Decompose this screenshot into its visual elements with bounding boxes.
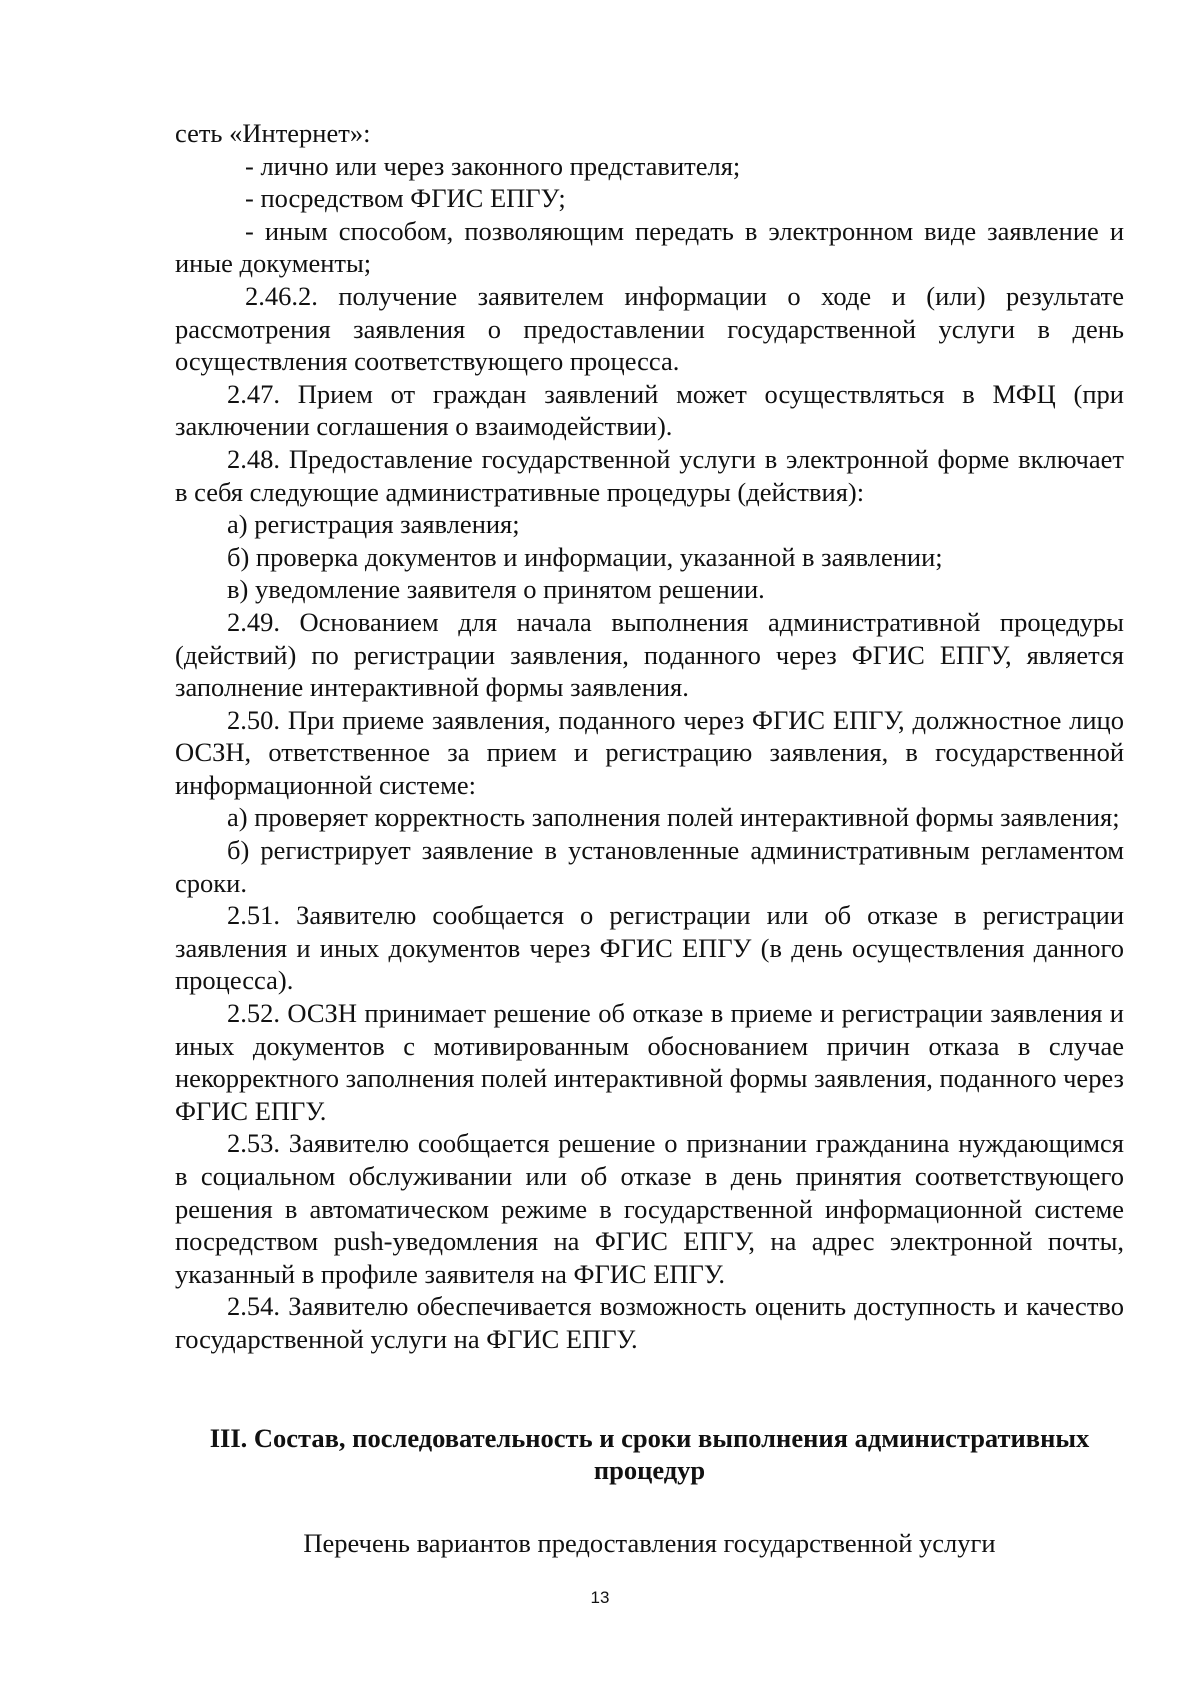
paragraph-internet: сеть «Интернет»: (175, 118, 371, 148)
list-item-a-registration: а) регистрация заявления; (227, 509, 520, 540)
list-item-personal: - лично или через законного представителя; (245, 150, 741, 181)
paragraph-2-49: 2.49. Основанием для начала выполнения административной процедуры (действий) по регистрации заявления, поданного через ФГИС ЕПГУ, является заполнение интерактивной формы заявления. (175, 606, 1124, 703)
paragraph-2-46-2: 2.46.2. получение заявителем информации о ходе и (или) результате рассмотрения заявления о предоставлении государственной услуги в день осуществления соответствующего процесса. (175, 280, 1124, 377)
list-item-b-check: б) проверка документов и информации, указанной в заявлении; (227, 541, 943, 572)
paragraph-2-50: 2.50. При приеме заявления, поданного через ФГИС ЕПГУ, должностное лицо ОСЗН, ответственное за прием и регистрацию заявления, в государственной информационной системе: (175, 704, 1124, 800)
page-number: 13 (590, 1588, 610, 1607)
list-item-v-notify: в) уведомление заявителя о принятом решении. (227, 574, 765, 605)
paragraph-2-47: 2.47. Прием от граждан заявлений может осуществляться в МФЦ (при заключении соглашения о взаимодействии). (175, 378, 1124, 442)
paragraph-2-53: 2.53. Заявителю сообщается решение о признании гражданина нуждающимся в социальном обслуживании или об отказе в день принятия соответствующего решения в автоматическом режиме в государственной информационной системе посредством push-уведомления на ФГИС ЕПГУ, на адрес электронной почты, указанный в профиле заявителя на ФГИС ЕПГУ. (175, 1128, 1124, 1289)
subsection-heading: Перечень вариантов предоставления государственной услуги (303, 1528, 996, 1558)
paragraph-2-52: 2.52. ОСЗН принимает решение об отказе в приеме и регистрации заявления и иных документов с мотивированным обоснованием причин отказа в случае некорректного заполнения полей интерактивной формы заявления, поданного через ФГИС ЕПГУ. (175, 998, 1124, 1126)
paragraph-2-51: 2.51. Заявителю сообщается о регистрации или об отказе в регистрации заявления и иных документов через ФГИС ЕПГУ (в день осуществления данного процесса). (175, 900, 1124, 996)
paragraph-2-48: 2.48. Предоставление государственной услуги в электронной форме включает в себя следующие административные процедуры (действия): (175, 443, 1124, 507)
section-heading: III. Состав, последовательность и сроки выполнения административных процедур (209, 1423, 1090, 1485)
paragraph-2-54: 2.54. Заявителю обеспечивается возможность оценить доступность и качество государственной услуги на ФГИС ЕПГУ. (175, 1291, 1124, 1354)
list-item-epgu: - посредством ФГИС ЕПГУ; (245, 183, 566, 214)
list-item-b-register: б) регистрирует заявление в установленные административным регламентом сроки. (175, 835, 1124, 898)
body-text (175, 117, 1124, 1356)
list-item-a-validate: а) проверяет корректность заполнения полей интерактивной формы заявления; (227, 802, 1120, 833)
list-item-other-method: - иным способом, позволяющим передать в электронном виде заявление и иные документы; (175, 215, 1124, 279)
